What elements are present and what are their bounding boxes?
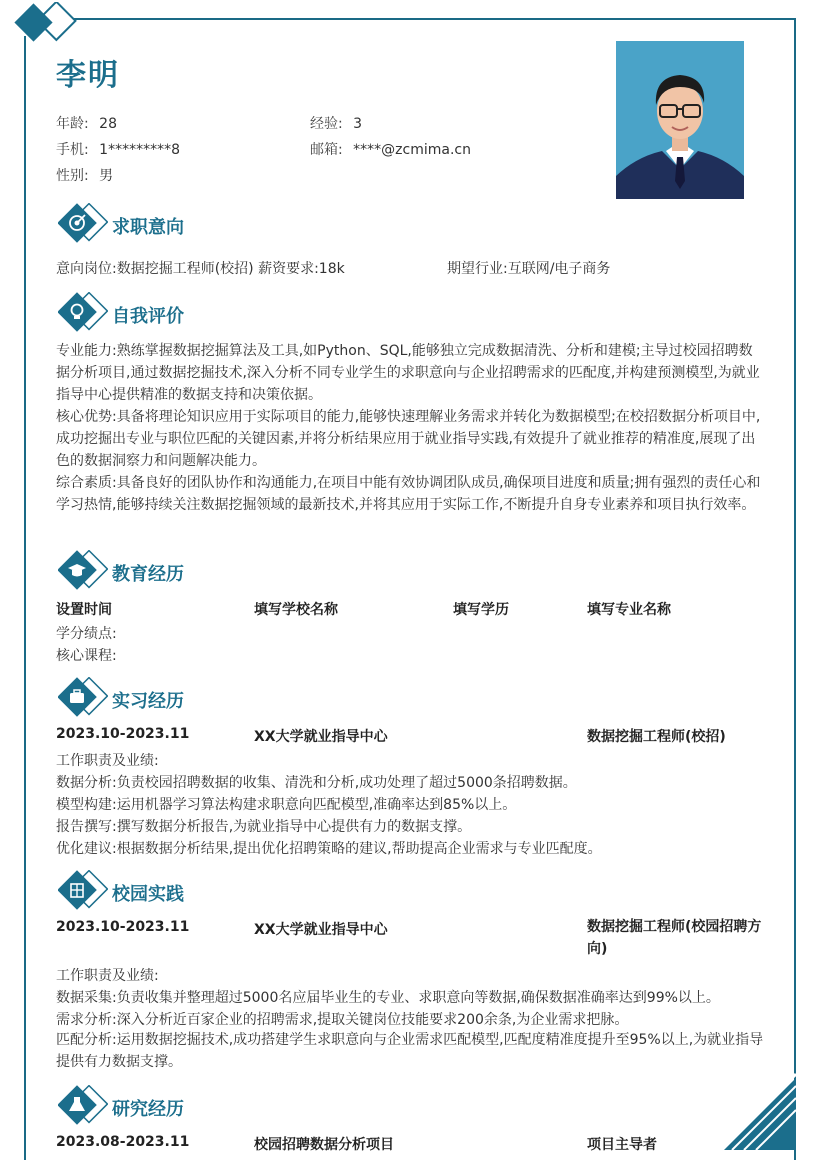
profile-photo <box>616 41 744 199</box>
self-eval-paragraph-3: 综合素质:具备良好的团队协作和沟通能力,在项目中能有效协调团队成员,确保项目进度和质量;拥有强烈的责任心和学习热情,能够持续关注数据挖掘领域的最新技术,并将其应用于实际工作,不断提升自身专业素养和项目执行效率。 <box>56 475 761 513</box>
section-campus <box>58 870 184 914</box>
age-row <box>56 113 117 133</box>
campus-line: 数据采集:负责收集并整理超过5000名应届毕业生的专业、求职意向等数据,确保数据准确率达到99%以上。 <box>56 990 720 1006</box>
email-row <box>310 139 471 159</box>
intent-position: 意向岗位:数据挖掘工程师(校招) 薪资要求:18k <box>56 261 345 277</box>
bulb-icon <box>58 292 108 336</box>
briefcase-icon <box>58 677 108 721</box>
research-role: 项目主导者 <box>587 1137 657 1153</box>
internship-line: 数据分析:负责校园招聘数据的收集、清洗和分析,成功处理了超过5000条招聘数据。 <box>56 775 577 791</box>
frame-left-border <box>24 36 26 1160</box>
internship-time: 2023.10-2023.11 <box>56 726 190 742</box>
campus-role: 数据挖掘工程师(校园招聘方向) <box>587 919 762 957</box>
internship-line: 模型构建:运用机器学习算法构建求职意向匹配模型,准确率达到85%以上。 <box>56 797 517 813</box>
internship-org: XX大学就业指导中心 <box>254 729 388 745</box>
corner-stripes-icon <box>718 1070 796 1150</box>
self-eval-paragraph-2: 核心优势:具备将理论知识应用于实际项目的能力,能够快速理解业务需求并转化为数据模型;在校招数据分析项目中,成功挖掘出专业与职位匹配的关键因素,并将分析结果应用于就业指导实践,有效提升了就业推荐的精准度,展现了出色的数据洞察力和问题解决能力。 <box>56 409 761 469</box>
candidate-name: 李明 <box>56 58 120 93</box>
section-education <box>58 550 184 594</box>
campus-line: 需求分析:深入分析近百家企业的招聘需求,提取关键岗位技能要求200余条,为企业需求把脉。 <box>56 1012 629 1028</box>
age-label: 年龄: <box>56 116 89 132</box>
frame-right-border <box>794 18 796 1160</box>
graduation-cap-icon <box>58 550 108 594</box>
email-label: 邮箱: <box>310 142 343 158</box>
email-value: ****@zcmima.cn <box>353 142 471 158</box>
gender-label: 性别: <box>56 168 89 184</box>
section-title: 求职意向 <box>112 217 184 238</box>
research-time: 2023.08-2023.11 <box>56 1134 190 1150</box>
age-value: 28 <box>99 116 117 132</box>
education-gpa-label: 学分绩点: <box>56 626 117 642</box>
phone-label: 手机: <box>56 142 89 158</box>
frame-top-border <box>58 18 796 20</box>
building-icon <box>58 870 108 914</box>
campus-line: 工作职责及业绩: <box>56 968 159 984</box>
section-intent <box>58 203 184 247</box>
campus-time: 2023.10-2023.11 <box>56 919 190 935</box>
section-self-eval <box>58 292 184 336</box>
education-degree: 填写学历 <box>453 602 509 618</box>
internship-line: 报告撰写:撰写数据分析报告,为就业指导中心提供有力的数据支撑。 <box>56 819 472 835</box>
gender-value: 男 <box>99 168 114 184</box>
experience-label: 经验: <box>310 116 343 132</box>
section-title: 教育经历 <box>112 564 184 585</box>
education-courses-label: 核心课程: <box>56 648 117 664</box>
campus-org: XX大学就业指导中心 <box>254 922 388 938</box>
section-title: 自我评价 <box>112 306 184 327</box>
research-project: 校园招聘数据分析项目 <box>254 1137 394 1153</box>
section-title: 实习经历 <box>112 691 184 712</box>
gender-row <box>56 165 113 185</box>
section-title: 研究经历 <box>112 1099 184 1120</box>
target-icon <box>58 203 108 247</box>
experience-value: 3 <box>353 116 363 132</box>
corner-diamond-icon <box>8 2 80 50</box>
internship-line: 优化建议:根据数据分析结果,提出优化招聘策略的建议,帮助提高企业需求与专业匹配度。 <box>56 841 602 857</box>
education-school: 填写学校名称 <box>254 602 338 618</box>
section-internship <box>58 677 184 721</box>
phone-row <box>56 139 180 159</box>
section-title: 校园实践 <box>112 884 184 905</box>
education-major: 填写专业名称 <box>587 602 671 618</box>
intent-industry: 期望行业:互联网/电子商务 <box>447 261 611 277</box>
section-research <box>58 1085 184 1129</box>
phone-value: 1*********8 <box>99 142 180 158</box>
internship-role: 数据挖掘工程师(校招) <box>587 729 726 745</box>
experience-row <box>310 113 362 133</box>
self-eval-paragraph-1: 专业能力:熟练掌握数据挖掘算法及工具,如Python、SQL,能够独立完成数据清洗、分析和建模;主导过校园招聘数据分析项目,通过数据挖掘技术,深入分析不同专业学生的求职意向与企业招聘需求的匹配度,并构建预测模型,为就业指导中心提供精准的数据支持和决策依据。 <box>56 343 760 403</box>
flask-icon <box>58 1085 108 1129</box>
education-time: 设置时间 <box>56 602 112 618</box>
internship-line: 工作职责及业绩: <box>56 753 159 769</box>
campus-line: 匹配分析:运用数据挖掘技术,成功搭建学生求职意向与企业需求匹配模型,匹配度精准度提升至95%以上,为就业指导提供有力数据支撑。 <box>56 1032 764 1070</box>
